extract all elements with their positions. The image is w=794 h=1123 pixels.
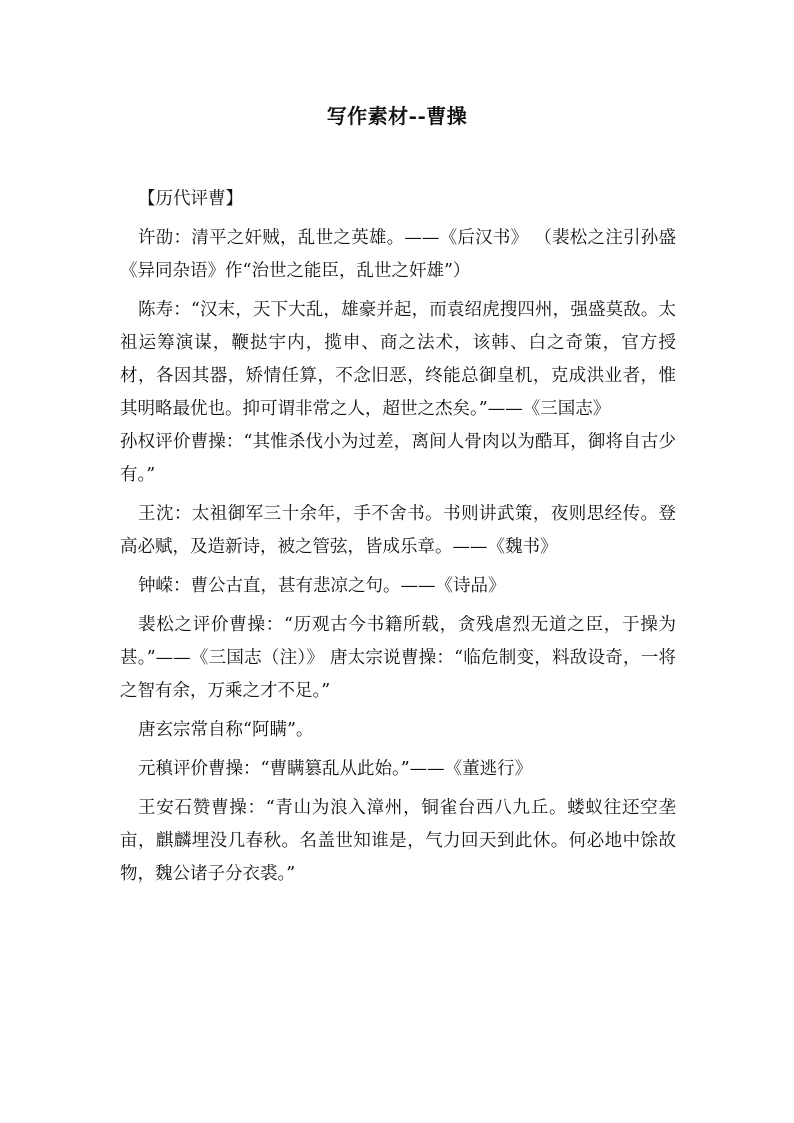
paragraph-yuan-zhen: 元稹评价曹操：“曹瞒篡乱从此始。”——《董逃行》: [138, 759, 533, 779]
paragraph-wang-shen: 王沈：太祖御军三十余年，手不舍书。书则讲武策，夜则思经传。登高必赋，及造新诗，被之管弦，皆成乐章。——《魏书》: [120, 504, 676, 557]
page-title: 写作素材--曹操: [326, 104, 468, 128]
document-body: [120, 183, 676, 891]
paragraph-sun-quan: 孙权评价曹操：“其惟杀伐小为过差，离间人骨肉以为酷耳，御将自古少有。”: [120, 432, 676, 485]
paragraph-zhong-rong: 钟嵘：曹公古直，甚有悲凉之句。——《诗品》: [138, 576, 506, 596]
paragraph-tang-xuanzong: 唐玄宗常自称“阿瞒”。: [138, 720, 314, 740]
paragraph-chen-shou: 陈寿：“汉末，天下大乱，雄豪并起，而袁绍虎搜四州，强盛莫敌。太祖运筹演谋，鞭挞宇内，揽申、商之法术，该韩、白之奇策，官方授材，各因其器，矫情任算，不念旧恶，终能总御皇机，克成洪业者，惟其明略最优也。抑可谓非常之人，超世之杰矣。”——《三国志》: [120, 300, 676, 419]
paragraph-xu-shao: 许劭：清平之奸贼，乱世之英雄。——《后汉书》 （裴松之注引孙盛《异同杂语》作“治世之能臣，乱世之奸雄”）: [120, 228, 676, 281]
section-heading: 【历代评曹】: [138, 189, 243, 209]
paragraph-wang-anshi: 王安石赞曹操：“青山为浪入漳州，铜雀台西八九丘。蝼蚁往还空垄亩，麒麟埋没几春秋。名盖世知谁是，气力回天到此休。何必地中馀故物，魏公诸子分衣裘。”: [120, 798, 676, 884]
paragraph-pei-songzhi: 裴松之评价曹操：“历观古今书籍所载，贪残虐烈无道之臣，于操为甚。”——《三国志（注）》 唐太宗说曹操：“临危制变，料敌设奇，一将之智有余，万乘之才不足。”: [120, 615, 676, 701]
